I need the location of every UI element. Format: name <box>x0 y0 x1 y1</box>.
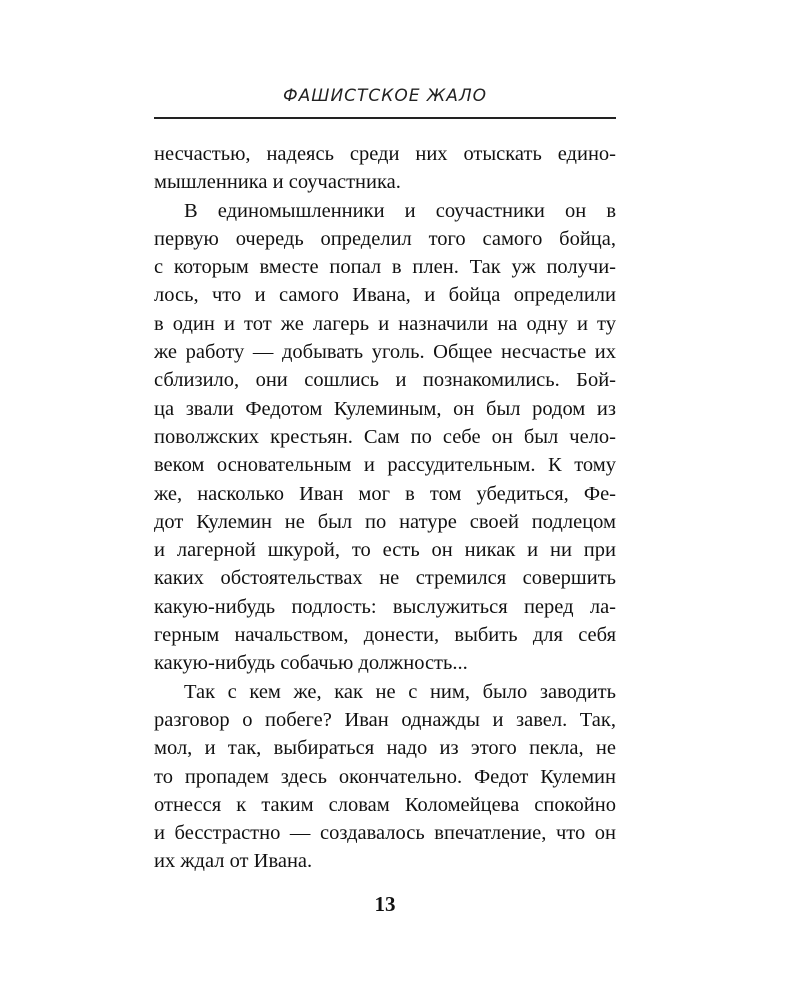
text-line: же, насколько Иван мог в том убедиться, Фе- <box>154 482 616 505</box>
text-line: с которым вместе попал в плен. Так уж получи- <box>154 256 616 279</box>
text-line: разговор о побеге? Иван однажды и завел. Так, <box>154 708 616 731</box>
text-line: их ждал от Ивана. <box>154 850 313 873</box>
text-line: отнесся к таким словам Коломейцева спокойно <box>154 793 616 816</box>
header-rule <box>154 117 616 119</box>
text-line: несчастью, надеясь среди них отыскать едино- <box>154 143 616 165</box>
text-line: какую-нибудь собачью должность... <box>154 652 468 675</box>
text-line: дот Кулемин не был по натуре своей подлецом <box>154 510 616 533</box>
text-line: поволжских крестьян. Сам по себе он был чело- <box>154 425 616 448</box>
text-line: В единомышленники и соучастники он в <box>184 199 616 222</box>
text-line: герным начальством, донести, выбить для себя <box>154 624 616 647</box>
running-title: ФАШИСТСКОЕ ЖАЛО <box>283 86 487 106</box>
text-line: же работу — добывать уголь. Общее несчастье их <box>154 341 616 364</box>
text-line: Так с кем же, как не с ним, было заводить <box>184 680 616 703</box>
text-line: лось, что и самого Ивана, и бойца определили <box>154 284 616 307</box>
text-line: то пропадем здесь окончательно. Федот Кулемин <box>154 765 616 788</box>
text-line: и бесстрастно — создавалось впечатление, что он <box>154 822 616 845</box>
body-text <box>154 140 616 876</box>
text-line: в один и тот же лагерь и назначили на одну и ту <box>154 312 616 335</box>
text-line: ца звали Федотом Кулеминым, он был родом из <box>154 397 616 420</box>
text-line: мол, и так, выбираться надо из этого пекла, не <box>154 737 616 760</box>
text-line: каких обстоятельствах не стремился совершить <box>154 567 616 590</box>
text-line: какую-нибудь подлость: выслужиться перед ла- <box>154 595 616 618</box>
text-line: веком основательным и рассудительным. К тому <box>154 454 616 477</box>
text-line: первую очередь определил того самого бойца, <box>154 227 616 250</box>
text-line: и лагерной шкурой, то есть он никак и ни при <box>154 539 616 562</box>
text-line: мышленника и соучастника. <box>154 171 401 194</box>
page-number: 13 <box>374 892 396 916</box>
text-line: сблизило, они сошлись и познакомились. Бой- <box>154 369 616 392</box>
